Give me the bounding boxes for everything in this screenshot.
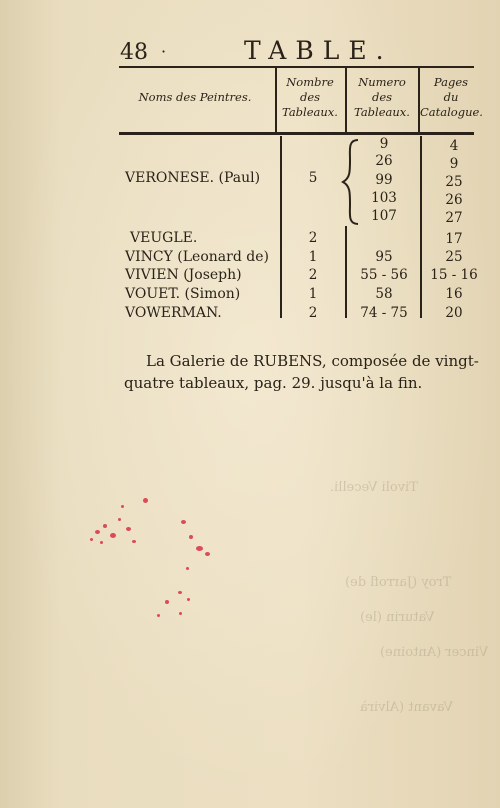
page-number-dot: · [161,42,167,61]
painter-name: VEUGLE. [130,230,198,246]
column-separator [280,136,282,318]
catalogue-page: 17 [445,231,463,247]
picture-number: 58 [375,286,393,302]
painting-count: 2 [308,305,318,321]
picture-number: 9 [379,136,389,152]
catalogue-page: 16 [445,286,463,302]
catalogue-page: 25 [445,249,463,265]
catalogue-page: 15 - 16 [430,267,478,283]
catalogue-page: 20 [445,305,463,321]
catalogue-page: 26 [445,192,463,208]
closing-note-line-1: La Galerie de RUBENS, composée de vingt- [146,352,479,370]
painter-name: VOWERMAN. [125,305,222,321]
painting-count: 2 [308,230,318,246]
painting-count: 5 [308,170,318,186]
catalogue-page: 27 [445,210,463,226]
catalogue-page: 4 [449,138,459,154]
column-heading-numbers-1: Numero [358,75,406,89]
column-separator [345,226,347,318]
page-number: 48 [120,40,148,65]
column-heading-count-3: Tableaux. [282,105,338,119]
column-heading-numbers-2: des [371,90,393,104]
column-heading-painters: Noms des Peintres. [138,90,252,104]
picture-number: 99 [375,172,393,188]
column-heading-pages-2: du [443,90,459,104]
column-heading-pages-3: Catalogue. [420,105,483,119]
column-heading-pages-1: Pages [433,75,469,89]
painter-name: VOUET. (Simon) [125,286,241,302]
header-rule [119,66,474,68]
catalogue-page: 9 [449,156,459,172]
picture-number: 55 - 56 [360,267,408,283]
picture-number: 95 [375,249,393,265]
running-title: TABLE. [244,36,393,65]
picture-number: 103 [371,190,397,206]
table-head-rule [119,132,474,135]
picture-number: 74 - 75 [360,305,408,321]
column-heading-count-1: Nombre [286,75,334,89]
picture-number: 26 [375,153,393,169]
painter-name: VERONESE. (Paul) [125,170,261,186]
page-header [118,36,468,66]
painter-name: VIVIEN (Joseph) [125,267,242,283]
painter-name: VINCY (Leonard de) [125,249,269,265]
column-heading-count-2: des [299,90,321,104]
painting-count: 2 [308,267,318,283]
column-heading-numbers-3: Tableaux. [354,105,410,119]
painting-count: 1 [308,249,318,265]
closing-note-line-2: quatre tableaux, pag. 29. jusqu'à la fin. [124,374,423,392]
book-page: Tivoli Vecelli. Troy (Jarrofl de) Vaturin (le) Vincer (Antoine) Vavant (Alvirà 48 · TABLE. Noms des Peintres. Nombre des Tableaux. Numero des Tableaux. Pages du Catalogue. VERONESE. (Paul) 5 9 26 99 103 107 4 9 25 26 27 VEUGLE. 2 17 VINCY (Leonard de) 1 95 25 VIVIEN (Joseph) 2 55 - 56 15 - 16 VOUET. (Simon) 1 58 16 VOWERMAN. 2 74 - 75 20 La Galerie de RUBENS, composée de vingt- quatre tableaux, pag. 29. jusqu'à la fin. [0,0,500,808]
painting-count: 1 [308,286,318,302]
column-separator [420,136,422,318]
catalogue-page: 25 [445,174,463,190]
picture-number: 107 [371,208,397,224]
